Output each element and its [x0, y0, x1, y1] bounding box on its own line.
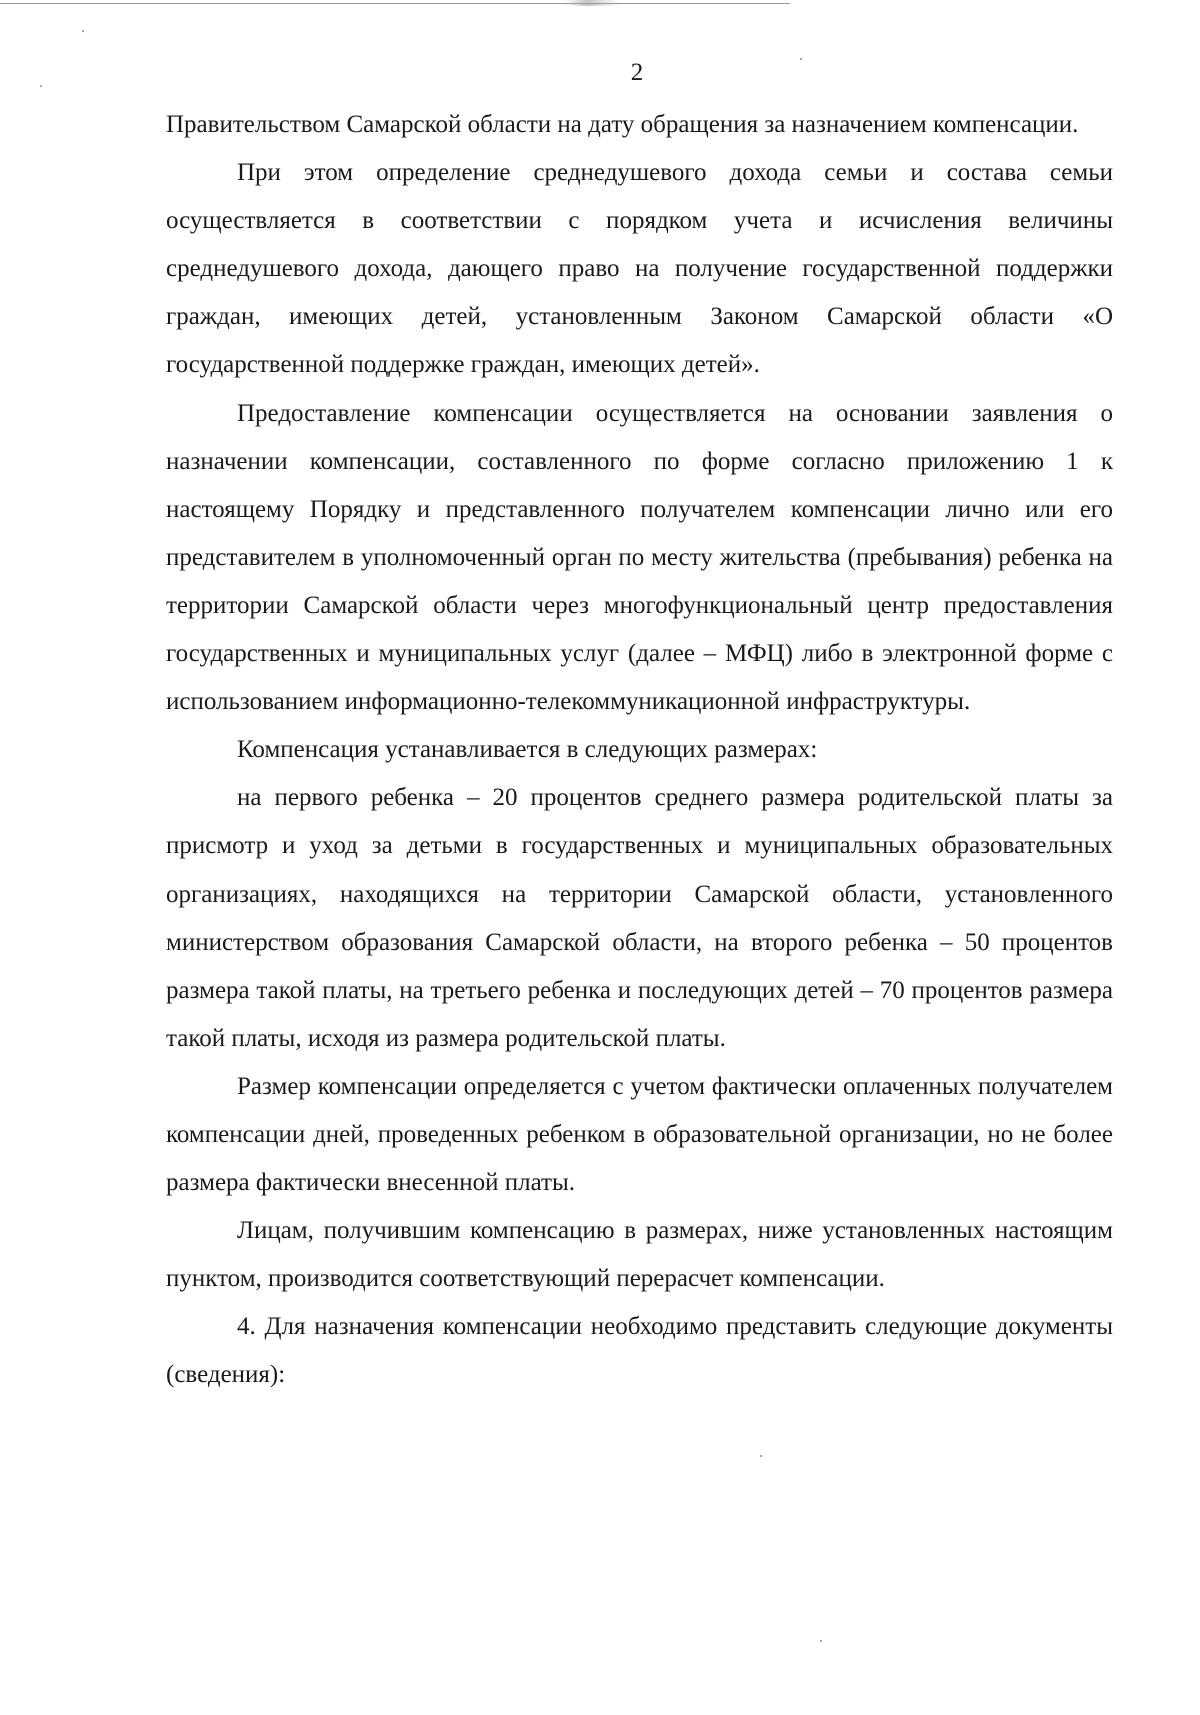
- paragraph-amount-calculation: Размер компенсации определяется с учетом фактически оплаченных получателем компенсации дней, проведенных ребенком в образовательной организации, но не более размера фактически внесенной платы.: [166, 1072, 1113, 1197]
- scan-top-edge-line: [0, 3, 790, 4]
- paragraph-continuation: Правительством Самарской области на дату обращения за назначением компенсации.: [166, 111, 1079, 138]
- paragraph-item-4: 4. Для назначения компенсации необходимо представить следующие документы (сведения):: [166, 1313, 1113, 1389]
- paragraph-recalculation: Лицам, получившим компенсацию в размерах, ниже установленных настоящим пунктом, производится соответствующий перерасчет компенсации.: [166, 1217, 1113, 1293]
- page-number: 2: [630, 59, 644, 86]
- document-body: [166, 101, 1113, 1400]
- paragraph-application: Предоставление компенсации осуществляется на основании заявления о назначении компенсации, составленного по форме согласно приложению 1 к настоящему Порядку и представленного получателем компенсации лично или его представителем в уполномоченный орган по месту жительства (пребывания) ребенка на территории Самарской области через многофункциональный центр предоставления государственных и муниципальных услуг (далее – МФЦ) либо в электронной форме с использованием информационно-телекоммуникационной инфраструктуры.: [166, 399, 1113, 716]
- scan-speck: [820, 1640, 822, 1642]
- scan-speck: [760, 1455, 762, 1457]
- paragraph-income-definition: При этом определение среднедушевого дохода семьи и состава семьи осуществляется в соответствии с порядком учета и исчисления величины среднедушевого дохода, дающего право на получение государственной поддержки граждан, имеющих детей, установленным Законом Самарской области «О государственной поддержке граждан, имеющих детей».: [166, 159, 1113, 379]
- scan-speck: [82, 30, 84, 32]
- paragraph-amount-rates: на первого ребенка – 20 процентов среднего размера родительской платы за присмотр и уход за детьми в государственных и муниципальных образовательных организациях, находящихся на территории Самарской области, установленного министерством образования Самарской области, на второго ребенка – 50 процентов размера такой платы, на третьего ребенка и последующих детей – 70 процентов размера такой платы, исходя из размера родительской платы.: [166, 784, 1113, 1052]
- paragraph-amount-intro: Компенсация устанавливается в следующих размерах:: [237, 736, 818, 764]
- scan-smudge: [565, 0, 620, 6]
